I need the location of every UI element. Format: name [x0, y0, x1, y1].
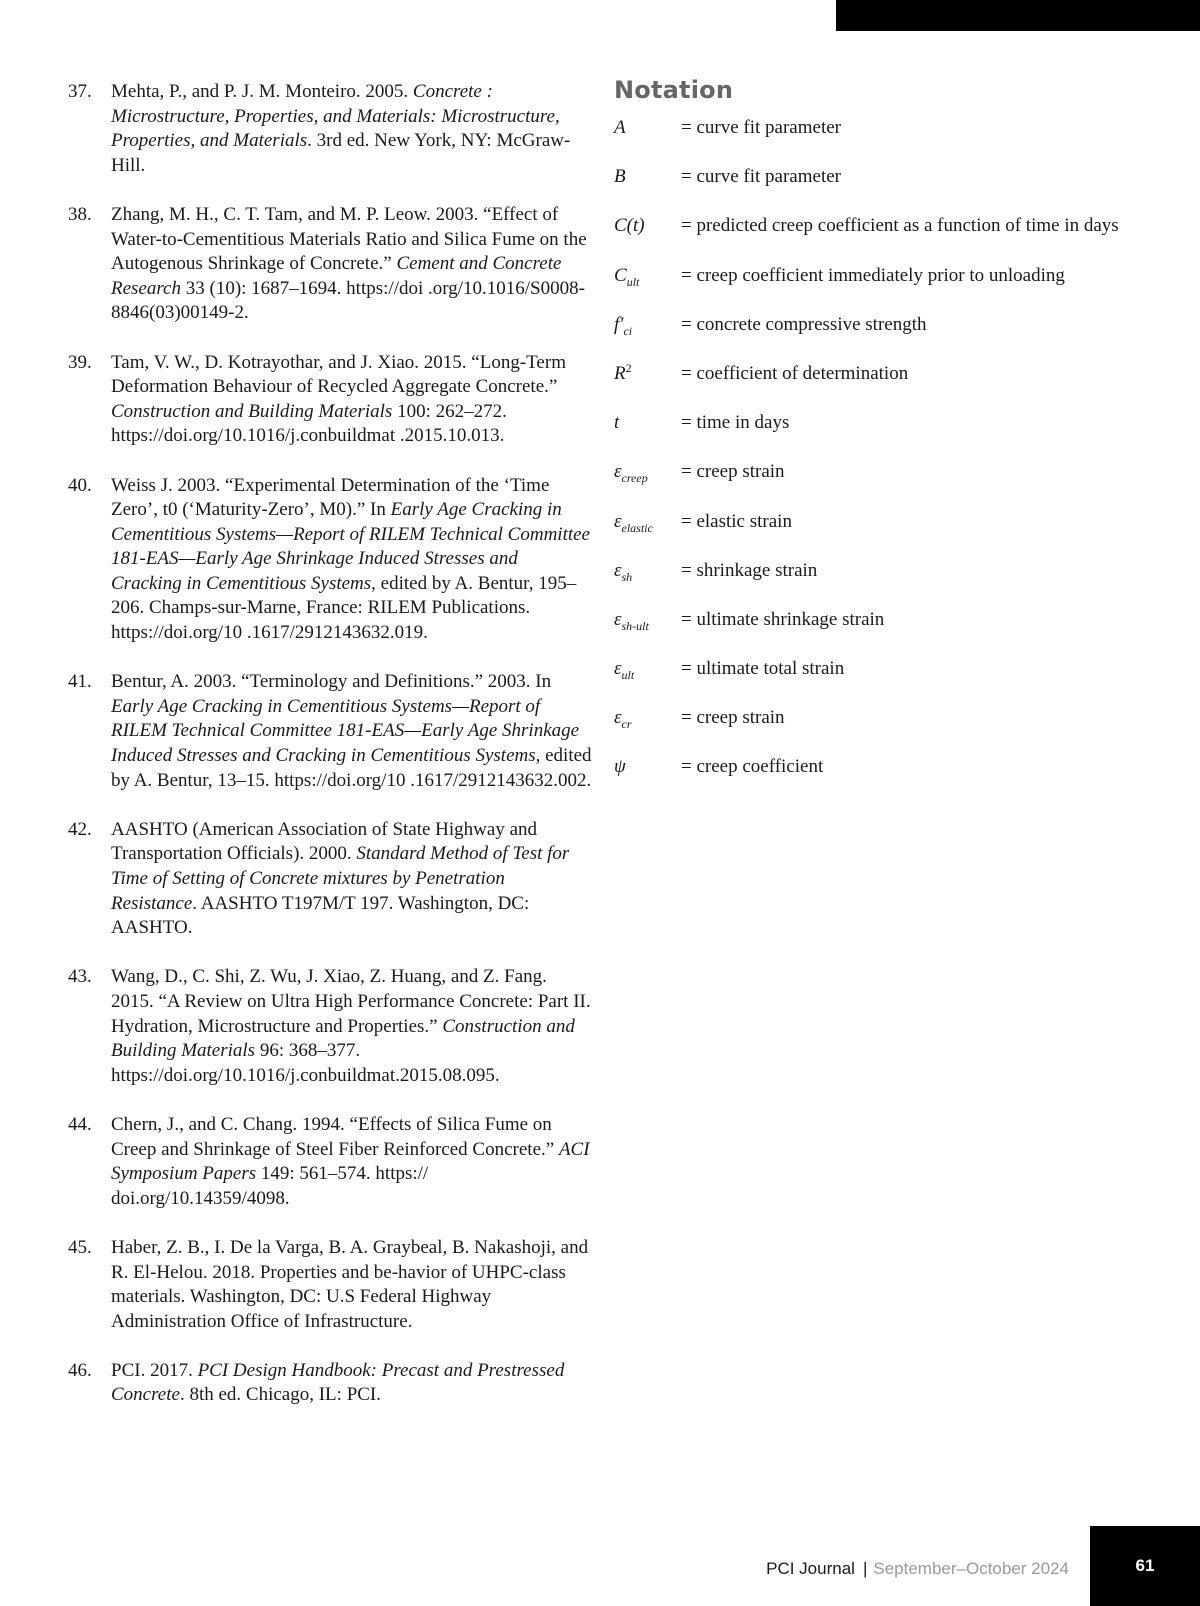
symbol-subscript: creep: [621, 471, 648, 486]
reference-item: [68, 1236, 593, 1334]
reference-item: [68, 351, 593, 449]
ref-segment: Tam, V. W., D. Kotrayothar, and J. Xiao. 2015. “Long-Term Deformation Behaviour of Recycled Aggregate Concrete.”: [111, 351, 566, 398]
reference-text: [111, 1359, 593, 1408]
ref-segment: . 8th ed. Chicago, IL: PCI.: [179, 1384, 382, 1406]
reference-item: [68, 818, 593, 941]
notation-row: [614, 313, 1174, 338]
notation-symbol: [614, 264, 681, 289]
symbol-subscript: sh: [621, 569, 633, 584]
page-number: 61: [1135, 1556, 1155, 1575]
notation-definition: = ultimate shrinkage strain: [681, 608, 885, 630]
reference-number: 38.: [68, 203, 92, 225]
notation-symbol: [614, 755, 681, 780]
symbol-base: R: [614, 362, 626, 384]
notation-row: [614, 362, 1174, 387]
reference-number: 40.: [68, 474, 92, 496]
symbol-base: ε: [614, 707, 622, 729]
notation-symbol: [614, 559, 681, 584]
reference-number: 43.: [68, 966, 92, 988]
notation-definition: = predicted creep coefficient as a function of time in days: [681, 215, 1119, 237]
symbol-subscript: elastic: [621, 520, 653, 535]
reference-item: [68, 1113, 593, 1211]
symbol-base: ψ: [614, 756, 626, 778]
reference-item: [68, 670, 593, 793]
ref-segment-italic: Construction and Building Materials: [111, 1015, 575, 1062]
symbol-base: f′: [614, 313, 624, 335]
notation-row: [614, 706, 1174, 731]
notation-row: [614, 116, 1174, 141]
page-number-box: [1090, 1526, 1200, 1606]
symbol-base: ε: [614, 559, 622, 581]
notation-symbol: [614, 214, 681, 239]
ref-segment-italic: Cement and Concrete Research: [111, 253, 562, 299]
reference-list: [68, 80, 593, 1433]
reference-text: [111, 965, 593, 1088]
reference-item: [68, 1359, 593, 1408]
ref-segment: 149: 561–574. https:// doi.org/10.14359/4098.: [111, 1163, 429, 1209]
ref-segment: Weiss J. 2003. “Experimental Determination of the ‘Time Zero’, t0 (‘Maturity-Zero’, M0).” In: [111, 474, 550, 521]
ref-segment: Chern, J., and C. Chang. 1994. “Effects of Silica Fume on Creep and Shrinkage of Steel Fiber Reinforced Concrete.”: [111, 1113, 559, 1160]
ref-segment: 96: 368–377. https://doi.org/10.1016/j.conbuildmat.2015.08.095.: [111, 1040, 500, 1086]
symbol-subscript: ci: [623, 323, 633, 338]
reference-text: [111, 351, 593, 449]
reference-text: [111, 203, 593, 326]
ref-segment: , edited by A. Bentur, 195–206. Champs-sur-Marne, France: RILEM Publications. https://doi.org/10 .1617/2912143632.019.: [111, 572, 577, 644]
page-footer: [766, 1559, 1069, 1579]
notation-row: [614, 510, 1174, 535]
ref-segment: Bentur, A. 2003. “Terminology and Definitions.” 2003. In: [111, 671, 552, 693]
notation-definition: = coefficient of determination: [681, 362, 909, 384]
reference-number: 44.: [68, 1113, 92, 1135]
reference-item: [68, 965, 593, 1088]
ref-segment: . 3rd ed. New York, NY: McGraw-Hill.: [111, 130, 571, 176]
reference-number: 45.: [68, 1236, 92, 1258]
reference-item: [68, 80, 593, 178]
reference-text: [111, 818, 593, 941]
notation-section: [614, 74, 1174, 805]
symbol-base: ε: [614, 510, 622, 532]
symbol-subscript: ult: [626, 274, 640, 289]
notation-definition: = concrete compressive strength: [681, 313, 927, 335]
notation-row: [614, 657, 1174, 682]
ref-segment-italic: Early Age Cracking in Cementitious Systems—Report of RILEM Technical Committee 181-EAS—Early Age Shrinkage Induced Stresses and Cracking in Cementitious Systems: [111, 499, 590, 594]
ref-segment: 100: 262–272. https://doi.org/10.1016/j.conbuildmat .2015.10.013.: [111, 400, 507, 447]
notation-symbol: [614, 165, 681, 190]
notation-symbol: [614, 313, 681, 338]
notation-definition: = time in days: [681, 412, 790, 434]
ref-segment: PCI. 2017.: [111, 1359, 198, 1381]
reference-text: [111, 1113, 593, 1211]
notation-definition: = creep strain: [681, 461, 785, 483]
notation-symbol: [614, 460, 681, 485]
footer-separator: |: [862, 1559, 868, 1578]
reference-item: [68, 474, 593, 646]
notation-definition: = creep strain: [681, 707, 785, 729]
ref-segment-italic: Early Age Cracking in Cementitious Systems—Report of RILEM Technical Committee 181-EAS—Early Age Shrinkage Induced Stresses and Cracking in Cementitious Systems: [111, 695, 580, 767]
reference-number: 46.: [68, 1359, 92, 1381]
notation-list: [614, 116, 1174, 780]
symbol-base: C(t): [614, 215, 645, 237]
notation-row: [614, 411, 1174, 436]
notation-title: Notation: [614, 76, 734, 104]
ref-segment: , edited by A. Bentur, 13–15. https://doi.org/10 .1617/2912143632.002.: [111, 745, 592, 791]
notation-definition: = elastic strain: [681, 510, 792, 532]
symbol-base: ε: [614, 461, 622, 483]
notation-symbol: [614, 116, 681, 141]
notation-symbol: [614, 608, 681, 633]
notation-row: [614, 460, 1174, 485]
notation-row: [614, 165, 1174, 190]
notation-symbol: [614, 706, 681, 731]
notation-row: [614, 755, 1174, 780]
symbol-base: A: [614, 117, 626, 138]
notation-row: [614, 214, 1174, 239]
ref-segment: Zhang, M. H., C. T. Tam, and M. P. Leow. 2003. “Effect of Water-to-Cementitious Materials Ratio and Silica Fume on the Autogenous Shrinkage of Concrete.”: [111, 203, 587, 275]
notation-row: [614, 608, 1174, 633]
reference-text: [111, 1236, 593, 1334]
reference-number: 41.: [68, 671, 92, 693]
symbol-base: ε: [614, 608, 622, 630]
ref-segment: AASHTO (American Association of State Highway and Transportation Officials). 2000.: [111, 818, 538, 865]
symbol-subscript: cr: [621, 717, 632, 732]
issue-date: September–October 2024: [873, 1559, 1069, 1578]
notation-definition: = ultimate total strain: [681, 658, 845, 680]
notation-definition: = curve fit parameter: [681, 166, 841, 188]
reference-item: [68, 203, 593, 326]
ref-segment-italic: ACI Symposium Papers: [111, 1138, 590, 1185]
symbol-base: t: [614, 412, 620, 434]
symbol-subscript: ult: [621, 668, 635, 683]
notation-symbol: [614, 411, 681, 436]
reference-number: 39.: [68, 351, 92, 373]
reference-text: [111, 474, 593, 646]
notation-symbol: [614, 362, 681, 387]
ref-segment: Haber, Z. B., I. De la Varga, B. A. Graybeal, B. Nakashoji, and R. El-Helou. 2018. Properties and be-havior of UHPC-class materials. Washington, DC: U.S Federal Highway Administration Office of Infrastructure.: [111, 1236, 589, 1332]
reference-number: 37.: [68, 81, 92, 102]
notation-definition: = creep coefficient: [681, 756, 824, 778]
notation-definition: = curve fit parameter: [681, 117, 841, 138]
ref-segment: Wang, D., C. Shi, Z. Wu, J. Xiao, Z. Huang, and Z. Fang. 2015. “A Review on Ultra High Performance Concrete: Part II. Hydration, Microstructure and Properties.”: [111, 966, 591, 1037]
reference-text: [111, 80, 593, 178]
ref-segment: . AASHTO T197M/T 197. Washington, DC: AASHTO.: [111, 892, 530, 939]
ref-segment-italic: Standard Method of Test for Time of Setting of Concrete mixtures by Penetration Resistance: [111, 843, 570, 914]
header-bar: [836, 0, 1200, 31]
symbol-subscript: sh-ult: [621, 618, 649, 633]
notation-definition: = creep coefficient immediately prior to unloading: [681, 264, 1065, 286]
ref-segment-italic: PCI Design Handbook: Precast and Prestressed Concrete: [111, 1359, 565, 1406]
ref-segment-italic: Concrete : Microstructure, Properties, and Materials: Microstructure, Properties, and Materials: [111, 81, 560, 152]
symbol-superscript: 2: [625, 360, 632, 375]
symbol-base: B: [614, 166, 626, 188]
journal-name: PCI Journal: [766, 1559, 855, 1578]
symbol-base: C: [614, 264, 627, 286]
notation-row: [614, 264, 1174, 289]
symbol-base: ε: [614, 658, 622, 680]
notation-symbol: [614, 657, 681, 682]
reference-number: 42.: [68, 818, 92, 840]
ref-segment-italic: Construction and Building Materials: [111, 400, 393, 422]
ref-segment: Mehta, P., and P. J. M. Monteiro. 2005.: [111, 81, 413, 102]
notation-row: [614, 559, 1174, 584]
reference-text: [111, 670, 593, 793]
ref-segment: 33 (10): 1687–1694. https://doi .org/10.1016/S0008-8846(03)00149-2.: [111, 277, 585, 324]
notation-definition: = shrinkage strain: [681, 559, 818, 581]
notation-symbol: [614, 510, 681, 535]
